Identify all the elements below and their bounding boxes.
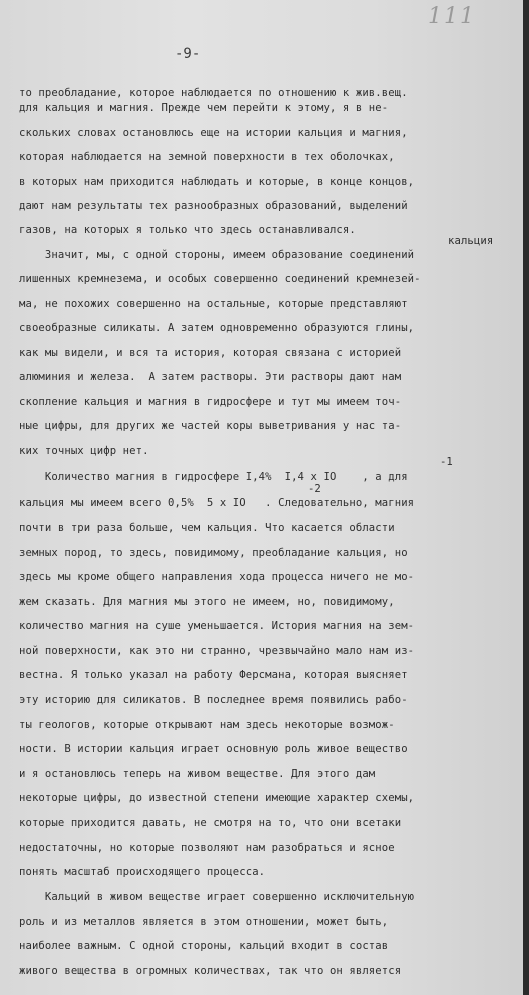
text-line: некоторые цифры, до известной степени имеющие характер схемы,	[19, 792, 415, 804]
text-line: ные цифры, для других же частей коры выветривания у нас та-	[19, 420, 402, 432]
text-line: которые приходится давать, не смотря на то, что они всетаки	[19, 817, 402, 829]
exponent: -2	[308, 483, 321, 495]
text-line: жем сказать. Для магния мы этого не имеем, но, повидимому,	[19, 596, 395, 608]
text-line: земных пород, то здесь, повидимому, преобладание кальция, но	[19, 547, 408, 559]
text-line: ности. В истории кальция играет основную роль живое вещество	[19, 743, 408, 755]
text-line: своеобразные силикаты. А затем одновременно образуются глины,	[19, 322, 415, 334]
text-line: в которых нам приходится наблюдать и которые, в конце концов,	[19, 176, 415, 188]
text-line: Значит, мы, с одной стороны, имеем образование соединений	[19, 249, 415, 261]
text-line: Кальций в живом веществе играет совершенно исключительную	[19, 891, 415, 903]
text-line: лишенных кремнезема, и особых совершенно соединений кремнезей-	[19, 273, 421, 285]
text-line: дают нам результаты тех разнообразных образований, выделений	[19, 200, 408, 212]
text-line: ма, не похожих совершенно на остальные, которые представляют	[19, 298, 408, 310]
text-line: ты геологов, которые открывают нам здесь некоторые возмож-	[19, 719, 395, 731]
text-line: для кальция и магния. Прежде чем перейти к этому, я в не-	[19, 102, 389, 114]
text-line: газов, на которых я только что здесь останавливался.	[19, 224, 356, 236]
text-line: вестна. Я только указал на работу Ферсмана, которая выясняет	[19, 669, 408, 681]
text-line: понять масштаб происходящего процесса.	[19, 866, 266, 878]
text-line: кальция мы имеем всего 0,5% 5 x IO . Следовательно, магния	[19, 497, 415, 509]
text-line: почти в три раза больше, чем кальция. Что касается области	[19, 522, 395, 534]
text-line: эту историю для силикатов. В последнее время появились рабо-	[19, 694, 408, 706]
text-line: здесь мы кроме общего направления хода процесса ничего не мо-	[19, 571, 415, 583]
text-line: ной поверхности, как это ни странно, чрезвычайно мало нам из-	[19, 645, 415, 657]
text-line: которая наблюдается на земной поверхности в тех оболочках,	[19, 151, 395, 163]
archive-number: 111	[428, 4, 476, 29]
page-number: -9-	[175, 46, 201, 62]
text-line: ких точных цифр нет.	[19, 445, 149, 457]
text-line: роль и из металлов является в этом отношении, может быть,	[19, 916, 389, 928]
text-line: Количество магния в гидросфере I,4% I,4 x IO , а для	[19, 471, 408, 483]
text-line: как мы видели, и вся та история, которая связана с историей	[19, 347, 402, 359]
text-line: количество магния на суше уменьшается. История магния на зем-	[19, 620, 415, 632]
text-line: алюминия и железа. А затем растворы. Эти растворы дают нам	[19, 371, 402, 383]
text-line: скопление кальция и магния в гидросфере и тут мы имеем точ-	[19, 396, 402, 408]
text-line: живого вещества в огромных количествах, так что он является	[19, 965, 402, 977]
text-line: и я остановлюсь теперь на живом веществе. Для этого дам	[19, 768, 376, 780]
handwritten-insertion: кальция	[448, 235, 494, 247]
exponent: -1	[440, 456, 453, 468]
text-line: скольких словах остановлюсь еще на истории кальция и магния,	[19, 127, 408, 139]
text-line: наиболее важным. С одной стороны, кальций входит в состав	[19, 940, 389, 952]
text-line: недостаточны, но которые позволяют нам разобраться и ясное	[19, 842, 395, 854]
text-line: то преобладание, которое наблюдается по отношению к жив.вещ.	[19, 87, 408, 99]
